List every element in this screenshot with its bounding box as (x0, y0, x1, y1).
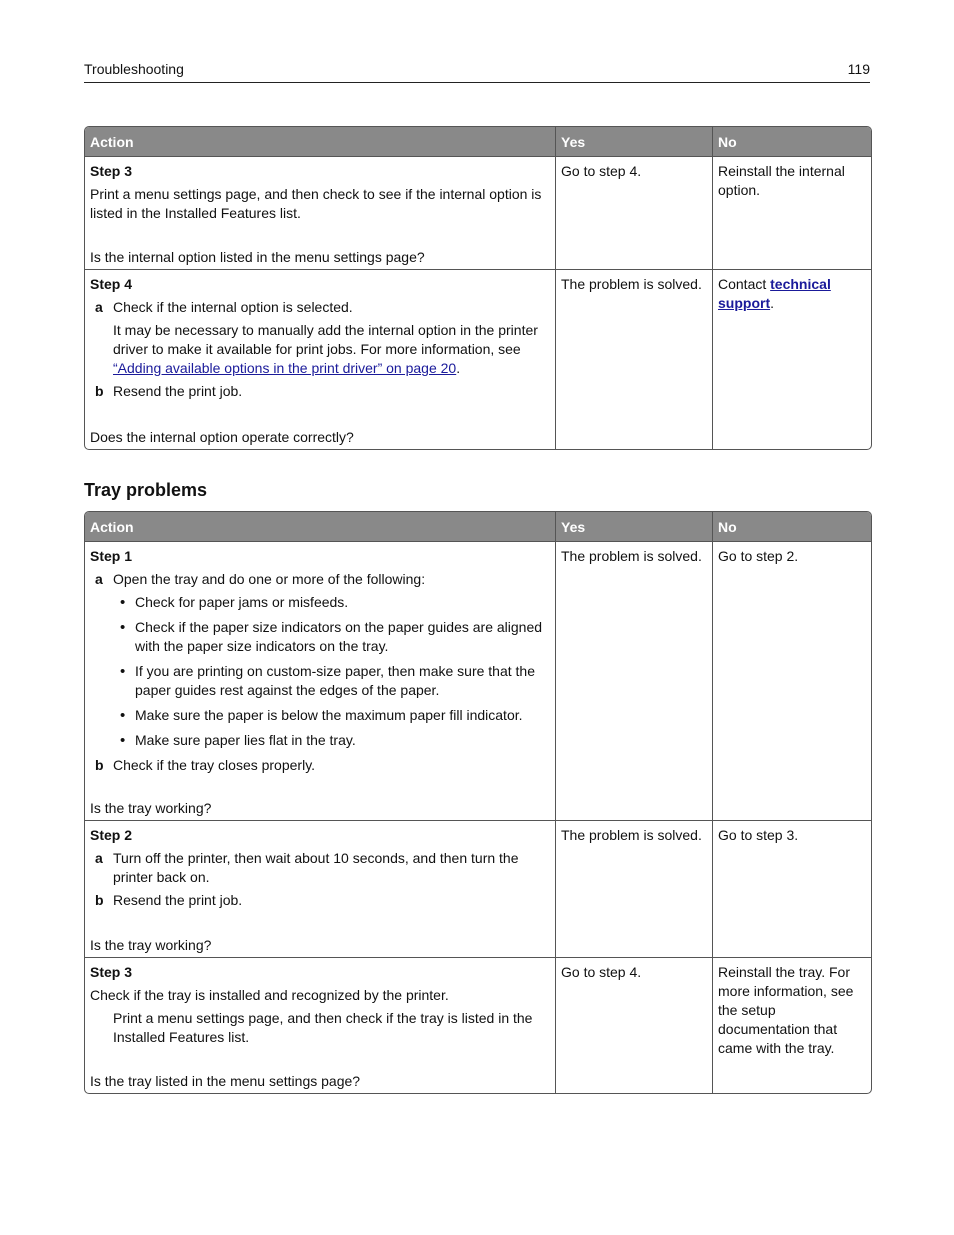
item-text: Resend the print job. (113, 892, 243, 908)
no-cell: Reinstall the tray. For more information, see the setup documentation that came with the tray. (718, 964, 854, 1056)
step-title: Step 4 (90, 276, 133, 292)
step-text: Print a menu settings page, and then check to see if the internal option is listed in the Installed Features list. (90, 186, 542, 221)
action-cell (85, 821, 556, 958)
table-row (85, 820, 871, 958)
tray-problems-table (84, 511, 872, 1094)
col-yes-header: Yes (556, 127, 713, 156)
no-prefix: Contact (718, 276, 771, 292)
yes-cell: The problem is solved. (556, 542, 713, 821)
action-cell (85, 157, 556, 270)
item-text: Turn off the printer, then wait about 10 seconds, and then turn the printer back on. (113, 850, 519, 885)
table-row (85, 269, 871, 450)
header-section: Troubleshooting (84, 61, 184, 77)
step-question: Is the tray working? (90, 937, 212, 953)
col-action-header: Action (85, 512, 556, 541)
item-text: Open the tray and do one or more of the following: (113, 571, 426, 587)
list-item (90, 849, 550, 887)
bullet-item (120, 593, 550, 612)
bullet-item (120, 618, 550, 656)
table-row (85, 156, 871, 270)
page-reference-link[interactable]: “Adding available options in the print driver” on page 20 (113, 360, 457, 376)
internal-option-table (84, 126, 872, 450)
bullet-icon: • (120, 594, 126, 611)
step-title: Step 3 (90, 163, 133, 179)
bullet-text: If you are printing on custom-size paper, then make sure that the paper guides rest against the edges of the paper. (135, 663, 535, 698)
step-question: Is the tray listed in the menu settings page? (90, 1073, 361, 1089)
bullet-item (120, 706, 550, 725)
item-note (113, 321, 550, 378)
bullet-text: Make sure paper lies flat in the tray. (135, 732, 356, 748)
bullet-icon: • (120, 732, 126, 749)
item-label: b (95, 757, 104, 773)
step-note: Print a menu settings page, and then check if the tray is listed in the Installed Features list. (113, 1010, 533, 1045)
bullet-text: Make sure the paper is below the maximum paper fill indicator. (135, 707, 523, 723)
technical-support-link[interactable]: technical support (718, 276, 831, 311)
yes-cell: Go to step 4. (556, 157, 713, 270)
col-no-header: No (718, 134, 737, 150)
bullet-text: Check if the paper size indicators on the paper guides are aligned with the paper size indicators on the tray. (135, 619, 543, 654)
bullet-icon: • (120, 619, 126, 636)
item-label: a (95, 299, 103, 315)
list-item (90, 570, 550, 589)
yes-cell: The problem is solved. (556, 270, 713, 450)
col-yes-header: Yes (556, 512, 713, 541)
yes-cell: Go to step 4. (556, 958, 713, 1094)
step-title: Step 2 (90, 827, 133, 843)
section-title: Tray problems (84, 480, 208, 500)
bullet-icon: • (120, 707, 126, 724)
bullet-item (120, 731, 550, 750)
page-number: 119 (847, 61, 870, 77)
item-text: Check if the internal option is selected. (113, 299, 353, 315)
item-label: a (95, 571, 103, 587)
step-question: Is the internal option listed in the menu settings page? (90, 249, 425, 265)
item-text: Resend the print job. (113, 383, 243, 399)
step-question: Does the internal option operate correctly? (90, 429, 354, 445)
col-no-header: No (718, 519, 737, 535)
step-text: Check if the tray is installed and recognized by the printer. (90, 987, 449, 1003)
yes-cell: The problem is solved. (556, 821, 713, 958)
step-title: Step 1 (90, 548, 133, 564)
list-item (90, 382, 550, 401)
action-cell (85, 542, 556, 821)
bullet-icon: • (120, 663, 126, 680)
table-header-row (85, 512, 871, 541)
item-label: a (95, 850, 103, 866)
action-cell (85, 958, 556, 1094)
list-item (90, 298, 550, 317)
page-header (84, 60, 870, 83)
no-cell (713, 270, 871, 450)
list-item (90, 891, 550, 910)
item-text: Check if the tray closes properly. (113, 757, 316, 773)
list-item (90, 756, 550, 775)
table-row (85, 957, 871, 1094)
action-cell (85, 270, 556, 450)
no-cell: Go to step 2. (718, 548, 799, 564)
no-end: . (770, 295, 774, 311)
no-cell: Reinstall the internal option. (718, 163, 845, 198)
bullet-item (120, 662, 550, 700)
step-question: Is the tray working? (90, 800, 212, 816)
note-end: . (456, 360, 461, 376)
col-action-header: Action (85, 127, 556, 156)
table-header-row (85, 127, 871, 156)
item-label: b (95, 383, 104, 399)
note-text: It may be necessary to manually add the internal option in the printer driver to make it available for print jobs. For more information, see (113, 322, 538, 357)
table-row (85, 541, 871, 821)
step-title: Step 3 (90, 964, 133, 980)
no-cell: Go to step 3. (718, 827, 799, 843)
bullet-text: Check for paper jams or misfeeds. (135, 594, 349, 610)
item-label: b (95, 892, 104, 908)
